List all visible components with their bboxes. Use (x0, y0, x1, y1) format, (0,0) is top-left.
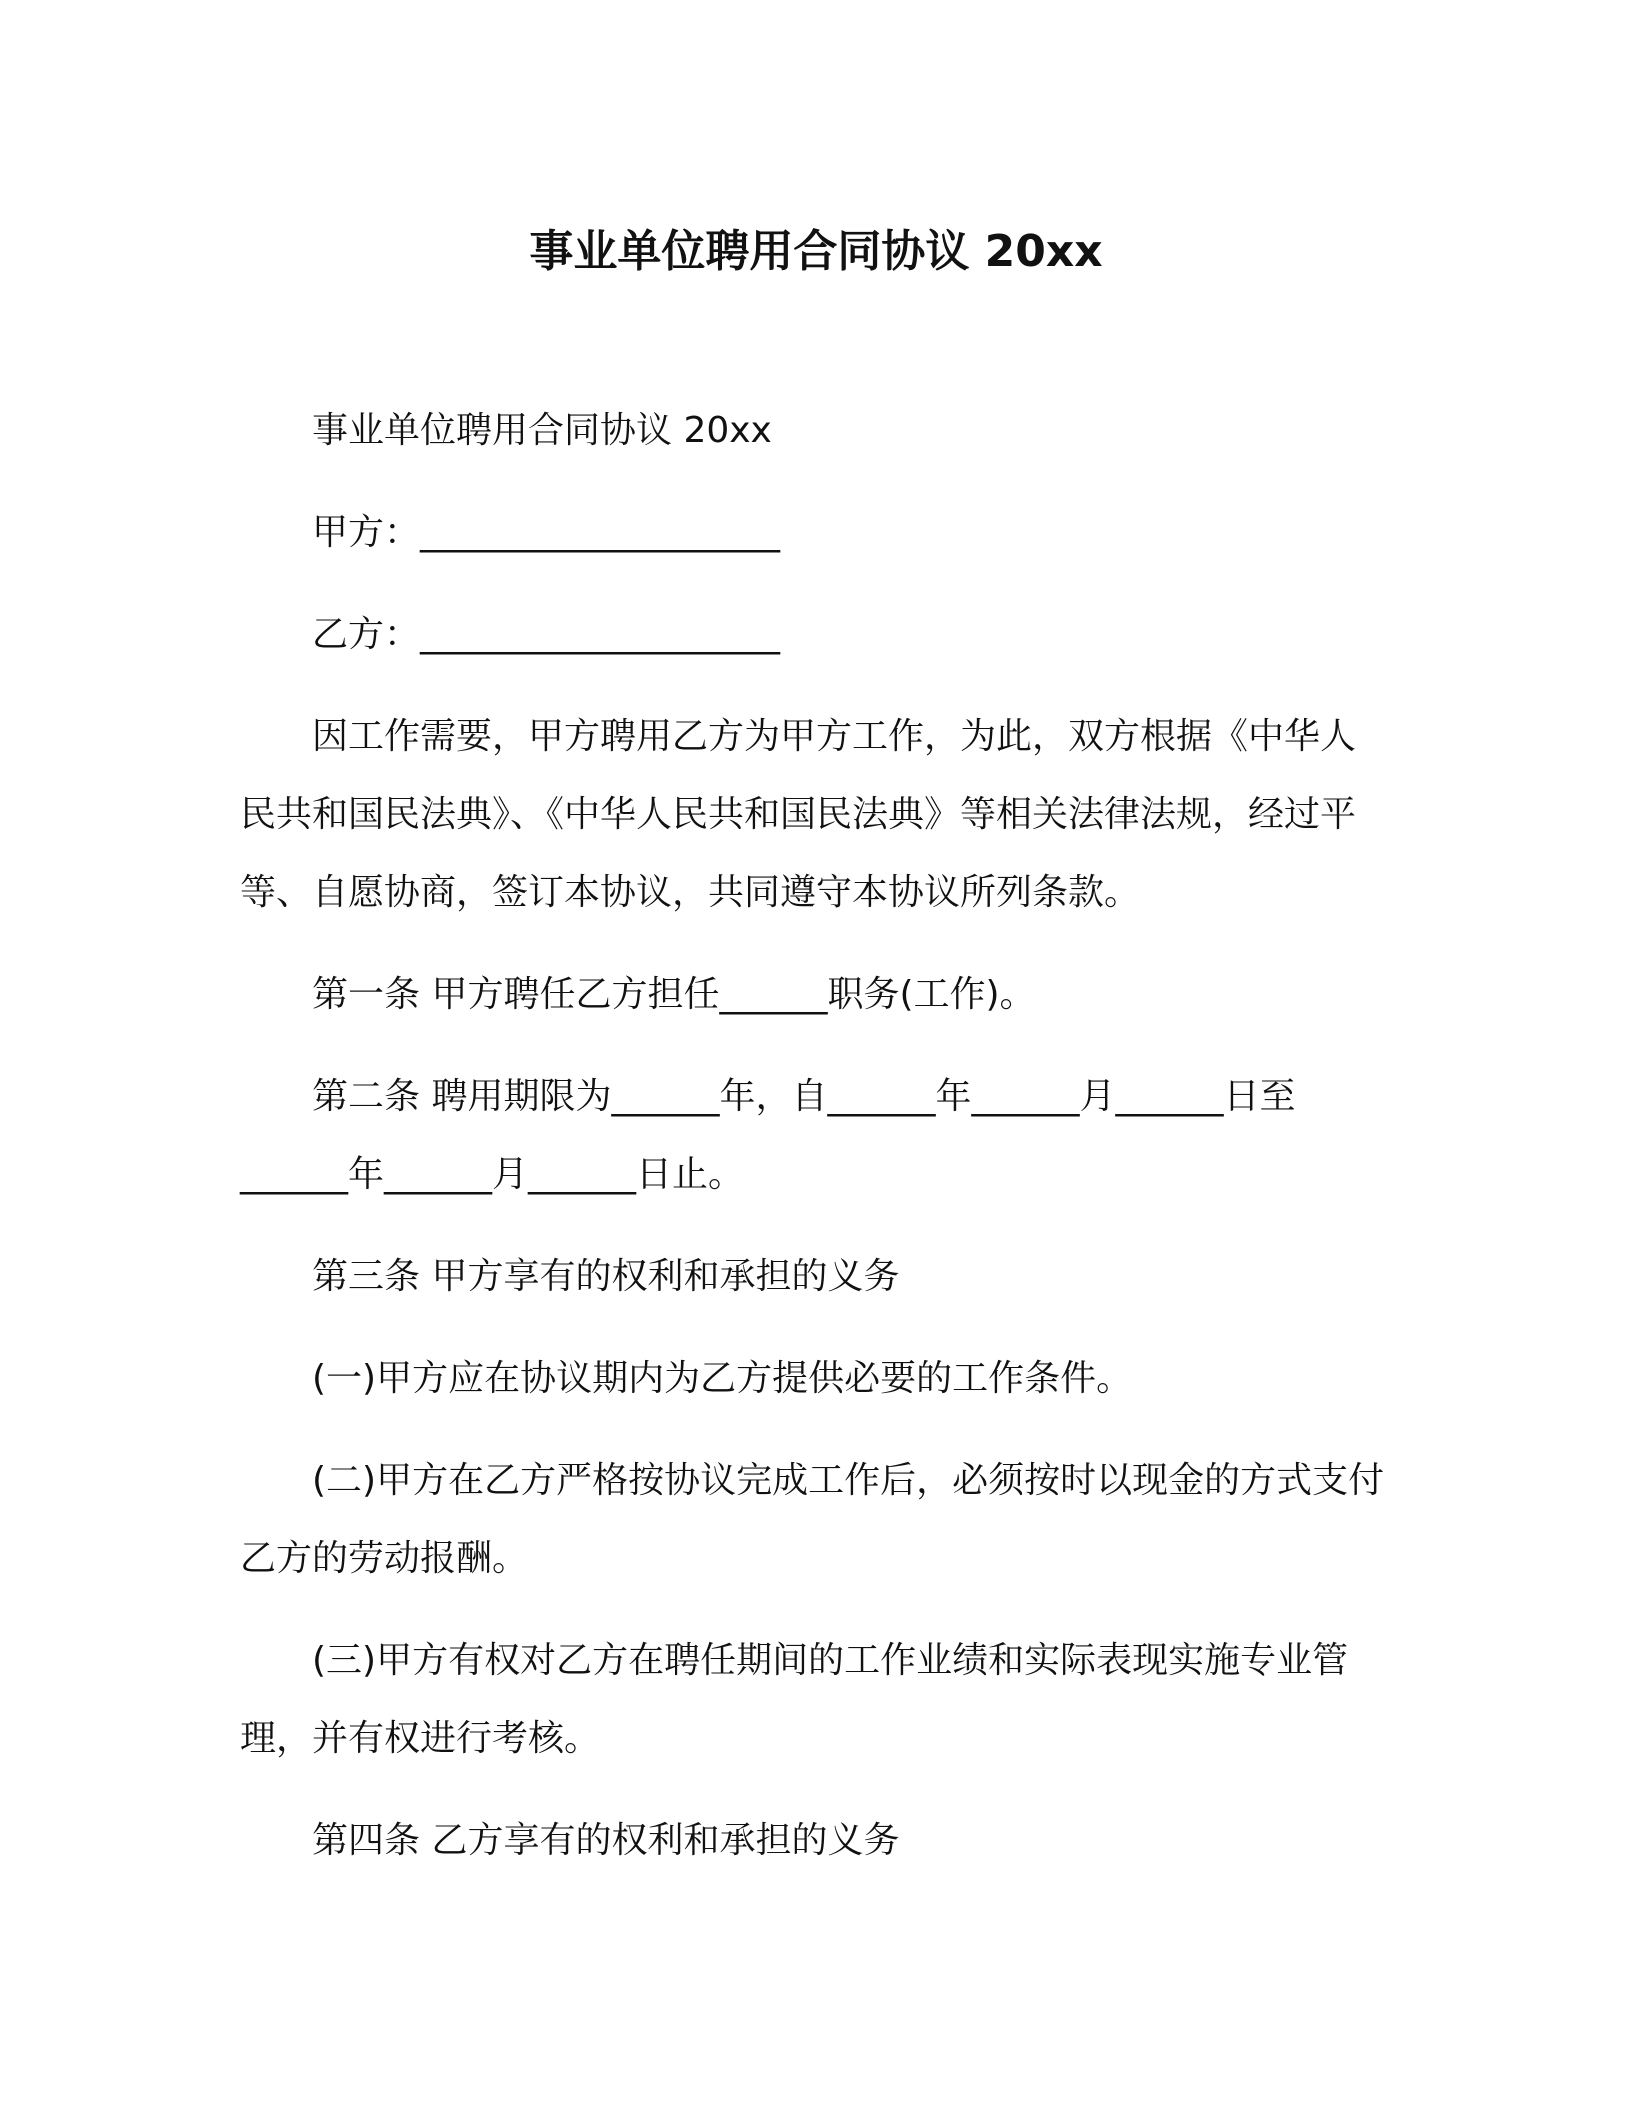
party-a-line: 甲方：____________________ (312, 512, 781, 553)
document-title: 事业单位聘用合同协议 20xx (529, 226, 1103, 277)
article-1: 第一条 甲方聘任乙方担任______职务(工作)。 (312, 974, 1036, 1015)
subtitle-line: 事业单位聘用合同协议 20xx (312, 410, 772, 451)
party-b-line: 乙方：____________________ (312, 614, 781, 655)
article-2: 第二条 聘用期限为______年，自______年______月______日至______年______月______日止。 (240, 1076, 1296, 1195)
article-3-item-1: (一)甲方应在协议期内为乙方提供必要的工作条件。 (312, 1358, 1133, 1399)
preamble-paragraph: 因工作需要，甲方聘用乙方为甲方工作，为此，双方根据《中华人民共和国民法典》、《中华人民共和国民法典》等相关法律法规，经过平等、自愿协商，签订本协议，共同遵守本协议所列条款。 (240, 716, 1357, 913)
article-3-heading: 第三条 甲方享有的权利和承担的义务 (312, 1256, 900, 1297)
document-body (240, 392, 1390, 1904)
article-3-item-2: (二)甲方在乙方严格按协议完成工作后，必须按时以现金的方式支付乙方的劳动报酬。 (240, 1460, 1385, 1579)
article-3-item-3: (三)甲方有权对乙方在聘任期间的工作业绩和实际表现实施专业管理，并有权进行考核。 (240, 1640, 1349, 1759)
article-4-heading: 第四条 乙方享有的权利和承担的义务 (312, 1820, 900, 1861)
